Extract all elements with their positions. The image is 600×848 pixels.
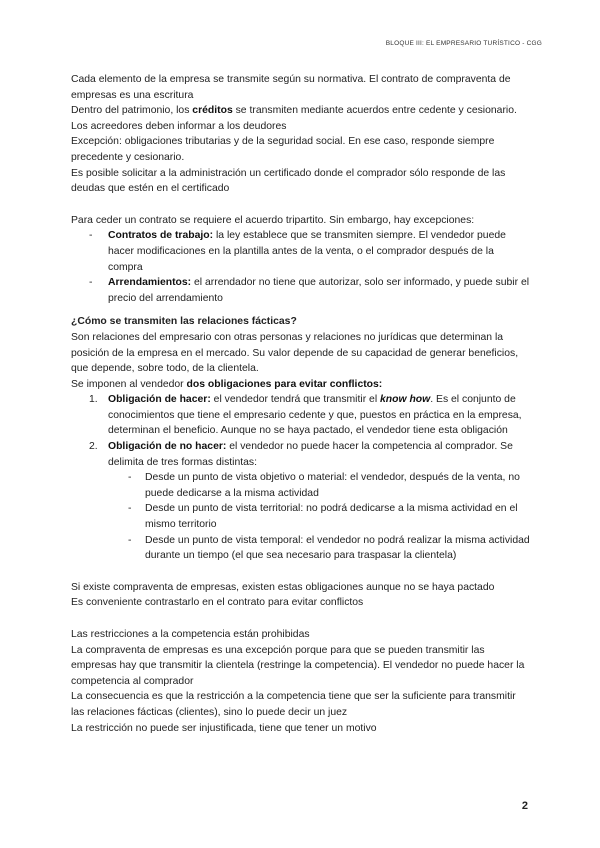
text: Desde un punto de vista temporal: el vendedor no podrá realizar la misma actividad durante un tiempo (el que sea necesario para traspasar la clientela) <box>145 534 530 562</box>
dash-bullet: - <box>89 230 93 242</box>
text: el vendedor tendrá que transmitir el <box>210 394 381 406</box>
text: se transmiten mediante acuerdos entre cedente y cesionario. Los acreedores deben informar a los deudores <box>71 105 517 132</box>
text: Desde un punto de vista objetivo o material: el vendedor, después de la venta, no puede dedicarse a la misma actividad <box>145 472 520 499</box>
dash-bullet: - <box>128 472 132 484</box>
page-number: 2 <box>521 800 528 812</box>
paragraph: La restricción no puede ser injustificada, tiene que tener un motivo <box>71 722 377 734</box>
paragraph <box>71 377 531 393</box>
paragraph: Son relaciones del empresario con otras personas y relaciones no jurídicas que determinan la posición de la empresa en el mercado. Su valor depende de su capacidad de generar beneficios, que depende, sobre todo, de la clientela. <box>71 331 519 375</box>
sub-list <box>108 470 531 564</box>
list-item <box>108 501 531 532</box>
list-item <box>71 439 531 564</box>
list-item <box>108 533 531 564</box>
paragraph: Para ceder un contrato se requiere el acuerdo tripartito. Sin embargo, hay excepciones: <box>71 214 475 226</box>
paragraph: La compraventa de empresas es una excepción porque para que se pueden transmitir las empresas hay que transmitir la clientela (restringe la competencia). El vendedor no puede hacer la competencia al comprador <box>71 644 525 687</box>
bold-term: Obligación de no hacer: <box>108 441 227 453</box>
list-item <box>108 470 531 501</box>
bold-term: Contratos de trabajo: <box>108 230 214 242</box>
obligations-list <box>71 392 531 564</box>
paragraph: Es conveniente contrastarlo en el contrato para evitar conflictos <box>71 597 364 609</box>
bold-term: créditos <box>192 105 233 117</box>
bold-term: dos obligaciones para evitar conflictos: <box>186 378 383 390</box>
bold-term: Arrendamientos: <box>108 277 192 289</box>
text: . Es el conjunto de conocimientos que tiene el empresario cedente y que, puestos en práctica en la empresa, determinan el beneficio. Aunque no se haya pactado, el vendedor tiene esta obligación <box>108 394 522 437</box>
list-item <box>71 228 531 275</box>
paragraph: Cada elemento de la empresa se transmite según su normativa. El contrato de compraventa de empresas es una escritura <box>71 74 511 101</box>
exceptions-list <box>71 228 531 306</box>
paragraph: La consecuencia es que la restricción a la competencia tiene que ser la suficiente para transmitir las relaciones fácticas (clientes), sino lo puede decir un juez <box>71 691 516 718</box>
dash-bullet: - <box>89 277 93 289</box>
dash-bullet: - <box>128 503 132 515</box>
paragraph <box>71 103 531 134</box>
paragraph: Es posible solicitar a la administración un certificado donde el comprador sólo responde de las deudas que estén en el certificado <box>71 167 506 195</box>
list-item <box>71 392 531 439</box>
text: Desde un punto de vista territorial: no podrá dedicarse a la misma actividad en el mismo territorio <box>145 503 518 531</box>
paragraph: Si existe compraventa de empresas, existen estas obligaciones aunque no se haya pactado <box>71 581 495 593</box>
item-number: 1. <box>89 394 98 406</box>
paragraph: Excepción: obligaciones tributarias y de la seguridad social. En ese caso, responde siempre precedente y cesionario. <box>71 136 495 163</box>
paragraph: Las restricciones a la competencia están prohibidas <box>71 629 310 640</box>
document-body <box>71 72 531 736</box>
bold-term: Obligación de hacer: <box>108 394 211 406</box>
text: el arrendador no tiene que autorizar, solo ser informado, y puede subir el precio del arrendamiento <box>108 277 530 304</box>
text: Se imponen al vendedor <box>71 378 187 390</box>
item-number: 2. <box>89 441 98 453</box>
text: Dentro del patrimonio, los <box>71 105 193 117</box>
emphasis: know how <box>380 394 431 406</box>
section-heading: ¿Cómo se transmiten las relaciones fácticas? <box>71 316 297 328</box>
page-header: BLOQUE III: EL EMPRESARIO TURÍSTICO - CGG <box>385 40 542 47</box>
dash-bullet: - <box>128 534 132 546</box>
text: la ley establece que se transmiten siempre. El vendedor puede hacer modificaciones en la plantilla antes de la venta, o el comprador después de la compra <box>108 230 506 273</box>
text: el vendedor no puede hacer la competencia al comprador. Se delimita de tres formas distintas: <box>108 441 513 468</box>
list-item <box>71 275 531 306</box>
